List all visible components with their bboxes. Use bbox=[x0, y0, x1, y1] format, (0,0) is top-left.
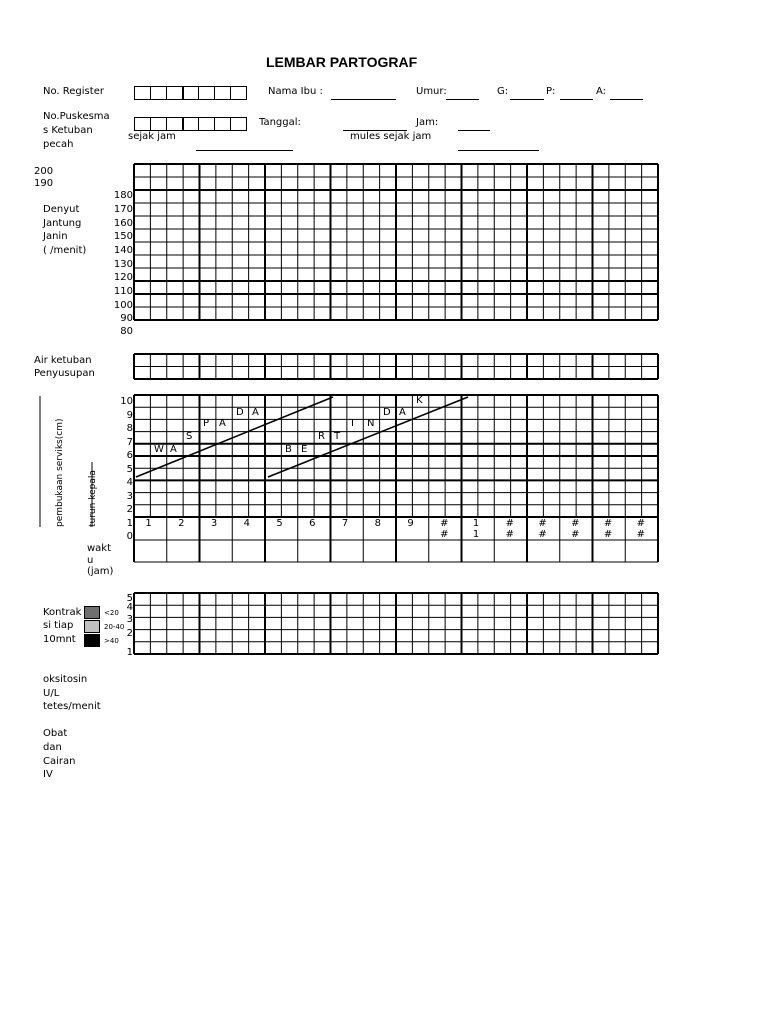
djj-tick-label: 120 bbox=[113, 272, 133, 283]
time-x-tick: # bbox=[571, 518, 580, 529]
waspada-letter: A bbox=[170, 444, 177, 455]
time-x-tick: 2 bbox=[178, 518, 185, 529]
time-x-tick: 6 bbox=[309, 518, 316, 529]
time-x-tick: 5 bbox=[276, 518, 283, 529]
air-ketuban-label: Air ketuban bbox=[34, 355, 92, 366]
time-x-tick: # bbox=[538, 529, 547, 540]
bertindak-letter: I bbox=[351, 418, 354, 429]
waspada-letter: A bbox=[219, 418, 226, 429]
kontraksi-tick: 4 bbox=[126, 602, 133, 613]
p-label: P: bbox=[546, 86, 556, 97]
djj-tick-label: 190 bbox=[34, 178, 54, 189]
time-x-tick: 9 bbox=[407, 518, 414, 529]
waktu-label-1: wakt bbox=[87, 543, 112, 554]
nama-ibu-label: Nama Ibu : bbox=[268, 86, 323, 97]
servik-y-tick: 3 bbox=[126, 490, 133, 502]
time-x-tick: # bbox=[571, 529, 580, 540]
turun-kepala-label: turun kepala bbox=[88, 470, 98, 527]
djj-tick-label: 80 bbox=[120, 326, 133, 337]
oksitosin-label-3: tetes/menit bbox=[43, 701, 101, 712]
servik-y-tick: 9 bbox=[126, 409, 133, 421]
djj-tick-label: 140 bbox=[113, 245, 133, 256]
jam-label: Jam: bbox=[416, 117, 439, 128]
servik-y-tick: 10 bbox=[120, 396, 133, 407]
servik-y-tick: 6 bbox=[126, 450, 133, 461]
bertindak-letter: D bbox=[383, 407, 391, 418]
waspada-letter: P bbox=[203, 418, 210, 429]
servik-y-tick: 4 bbox=[126, 477, 133, 488]
waspada-letter: A bbox=[252, 407, 259, 418]
waktu-label-3: (jam) bbox=[87, 566, 114, 577]
obat-label-4: IV bbox=[43, 769, 53, 780]
kontraksi-label-2: si tiap bbox=[43, 620, 74, 631]
sejak-jam-label: sejak jam bbox=[128, 131, 176, 142]
time-x-tick: # bbox=[603, 529, 613, 540]
servik-y-tick: 2 bbox=[126, 504, 133, 515]
djj-tick-label: 170 bbox=[113, 204, 133, 215]
kontraksi-tick: 2 bbox=[126, 628, 133, 639]
servik-y-tick: 8 bbox=[126, 423, 133, 434]
time-x-tick: # bbox=[636, 529, 646, 540]
time-x-tick: 7 bbox=[341, 518, 349, 529]
time-x-tick: 1 bbox=[472, 529, 480, 540]
djj-tick-label: 200 bbox=[34, 166, 54, 177]
legend-label-gt40: >40 bbox=[104, 637, 119, 645]
kontraksi-label-3: 10mnt bbox=[43, 634, 76, 645]
legend-label-20-40: 20-40 bbox=[104, 623, 125, 631]
waktu-label-2: u bbox=[87, 555, 94, 566]
time-x-tick: # bbox=[538, 518, 547, 529]
waspada-letter: S bbox=[186, 431, 193, 442]
bertindak-letter: R bbox=[318, 431, 325, 442]
oksitosin-label-2: U/L bbox=[43, 688, 60, 699]
kontraksi-tick: 1 bbox=[126, 647, 133, 658]
mules-label: mules sejak jam bbox=[350, 131, 432, 142]
no-puskesmas-label-2: s Ketuban bbox=[43, 125, 93, 136]
djj-tick-label: 160 bbox=[113, 218, 133, 229]
kontraksi-label-1: Kontrak bbox=[43, 607, 82, 618]
penyusupan-label: Penyusupan bbox=[34, 368, 95, 379]
obat-label-2: dan bbox=[43, 742, 62, 753]
djj-tick-label: 130 bbox=[113, 259, 133, 270]
legend-label-lt20: <20 bbox=[104, 609, 119, 617]
time-x-tick: # bbox=[505, 518, 515, 529]
kontraksi-tick: 3 bbox=[126, 614, 133, 625]
obat-label-3: Cairan bbox=[43, 756, 76, 767]
waspada-line bbox=[136, 397, 333, 477]
bertindak-letter: K bbox=[416, 395, 423, 406]
djj-label-2: Jantung bbox=[43, 218, 82, 229]
bertindak-letter: A bbox=[399, 407, 406, 418]
djj-label-3: Janin bbox=[43, 231, 68, 242]
djj-label-1: Denyut bbox=[43, 204, 80, 215]
djj-tick-label: 100 bbox=[113, 300, 133, 311]
time-x-tick: # bbox=[603, 518, 613, 529]
tanggal-label: Tanggal: bbox=[259, 117, 301, 128]
servik-y-tick: 1 bbox=[126, 517, 133, 529]
page-title: LEMBAR PARTOGRAF bbox=[266, 54, 418, 70]
no-register-label: No. Register bbox=[43, 86, 104, 97]
servik-y-tick: 5 bbox=[126, 463, 133, 475]
time-x-tick: # bbox=[440, 529, 449, 540]
djj-tick-label: 90 bbox=[120, 313, 133, 324]
no-puskesmas-label-3: pecah bbox=[43, 139, 74, 150]
oksitosin-label-1: oksitosin bbox=[43, 674, 88, 685]
umur-label: Umur: bbox=[416, 86, 447, 97]
djj-tick-label: 180 bbox=[113, 190, 133, 201]
bertindak-letter: N bbox=[367, 418, 375, 429]
kontraksi-tick: 5 bbox=[126, 593, 133, 604]
waspada-letter: D bbox=[236, 407, 244, 418]
a-label: A: bbox=[596, 86, 607, 97]
time-x-tick: 8 bbox=[374, 518, 381, 529]
no-puskesmas-label-1: No.Puskesma bbox=[43, 111, 110, 122]
bertindak-letter: T bbox=[334, 431, 341, 442]
time-x-tick: 4 bbox=[243, 518, 250, 529]
servik-y-tick: 0 bbox=[126, 531, 133, 542]
servik-y-tick: 7 bbox=[126, 436, 133, 448]
time-x-tick: # bbox=[440, 518, 449, 529]
time-x-tick: 3 bbox=[210, 518, 218, 529]
time-x-tick: 1 bbox=[145, 518, 152, 529]
djj-tick-label: 110 bbox=[113, 286, 133, 297]
time-x-tick: # bbox=[636, 518, 646, 529]
time-x-tick: 1 bbox=[472, 518, 480, 529]
bertindak-letter: B bbox=[285, 444, 292, 455]
pembukaan-serviks-label: pembukaan serviks(cm) bbox=[55, 418, 65, 527]
g-label: G: bbox=[497, 86, 509, 97]
bertindak-letter: E bbox=[301, 444, 308, 455]
djj-tick-label: 150 bbox=[113, 231, 133, 242]
time-x-tick: # bbox=[505, 529, 515, 540]
obat-label-1: Obat bbox=[43, 728, 68, 739]
djj-label-4: ( /menit) bbox=[43, 245, 87, 256]
waspada-letter: W bbox=[154, 444, 164, 455]
